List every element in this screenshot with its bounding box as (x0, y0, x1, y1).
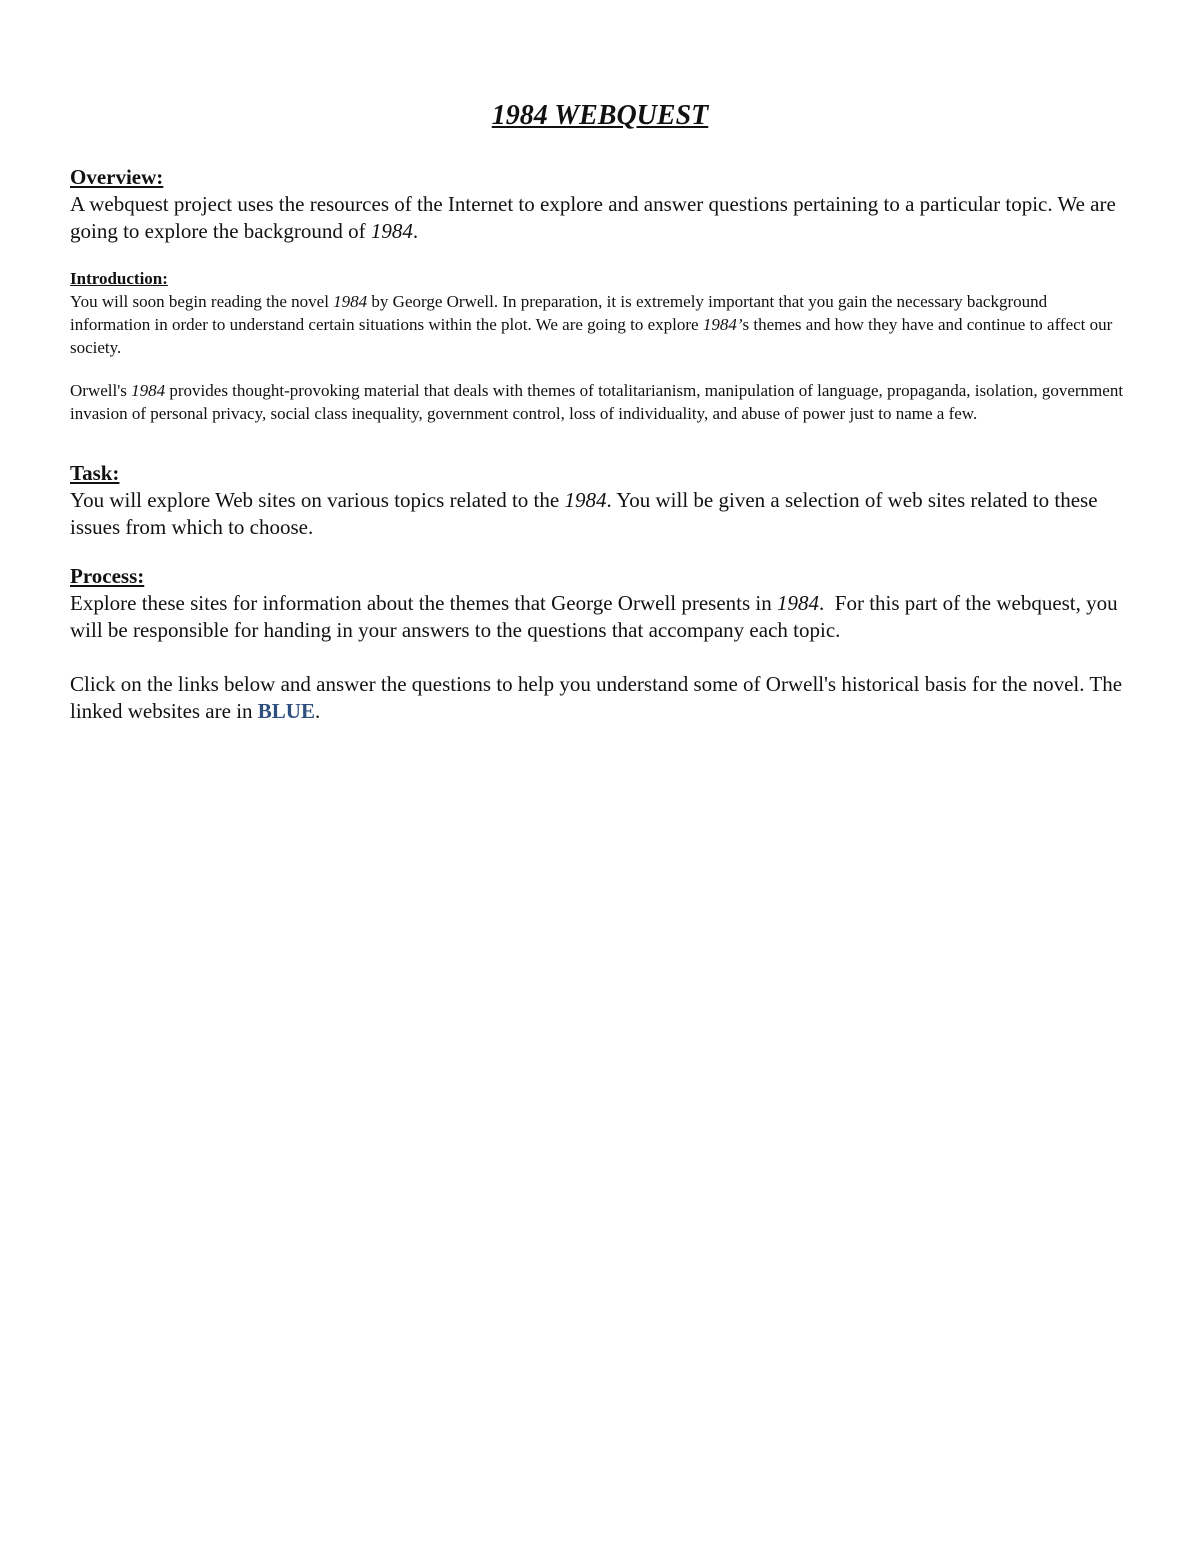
task-section (70, 460, 1130, 541)
task-text-part: . You will be given a selection of web sites related to these issues from which to choose. (70, 488, 1098, 539)
intro-text-part: s themes and how they have and continue to affect our society. (70, 315, 1113, 357)
overview-text (70, 191, 1130, 245)
overview-heading: Overview: (70, 165, 164, 189)
introduction-paragraph-2 (70, 379, 1130, 425)
intro-text-part: Orwell's (70, 381, 132, 400)
introduction-section (70, 267, 1130, 425)
document-page (70, 98, 1130, 725)
novel-title: 1984 (564, 488, 607, 512)
novel-title: 1984 (333, 292, 368, 311)
process-paragraph-2 (70, 671, 1130, 725)
intro-text-part: You will soon begin reading the novel (70, 292, 334, 311)
novel-title: 1984 (370, 219, 413, 243)
task-heading: Task: (70, 461, 120, 485)
novel-title: 1984’ (702, 315, 743, 334)
novel-title: 1984 (777, 591, 820, 615)
task-text (70, 487, 1130, 541)
introduction-heading: Introduction: (70, 269, 168, 288)
process-text-part: . For this part of the webquest, you will be responsible for handing in your answers to the questions that accompany each topic. (70, 591, 1123, 642)
blue-link-keyword: BLUE (257, 699, 315, 723)
intro-text-part: provides thought-provoking material that deals with themes of totalitarianism, manipulation of language, propaganda, isolation, government invasion of personal privacy, social class inequality, government control, loss of individuality, and abuse of power just to name a few. (70, 381, 1124, 423)
process-heading: Process: (70, 564, 145, 588)
process-text-part: Explore these sites for information about the themes that George Orwell presents in (70, 591, 778, 615)
process-text-part: Click on the links below and answer the questions to help you understand some of Orwell's historical basis for the novel. The linked websites are in (70, 672, 1123, 723)
novel-title: 1984 (131, 381, 166, 400)
overview-text-part: A webquest project uses the resources of the Internet to explore and answer questions pertaining to a particular topic. We are going to explore the background of (70, 192, 1116, 243)
page-title: 1984 WEBQUEST (491, 100, 709, 131)
overview-section (70, 164, 1130, 245)
intro-text-part: by George Orwell. In preparation, it is extremely important that you gain the necessary background information in order to understand certain situations within the plot. We are going to explore (70, 292, 1048, 334)
process-text-part: . (314, 699, 321, 723)
introduction-paragraph-1 (70, 290, 1130, 359)
process-paragraph-1 (70, 590, 1130, 644)
process-section (70, 563, 1130, 725)
task-text-part: You will explore Web sites on various topics related to the (70, 488, 565, 512)
overview-text-part: . (412, 219, 419, 243)
